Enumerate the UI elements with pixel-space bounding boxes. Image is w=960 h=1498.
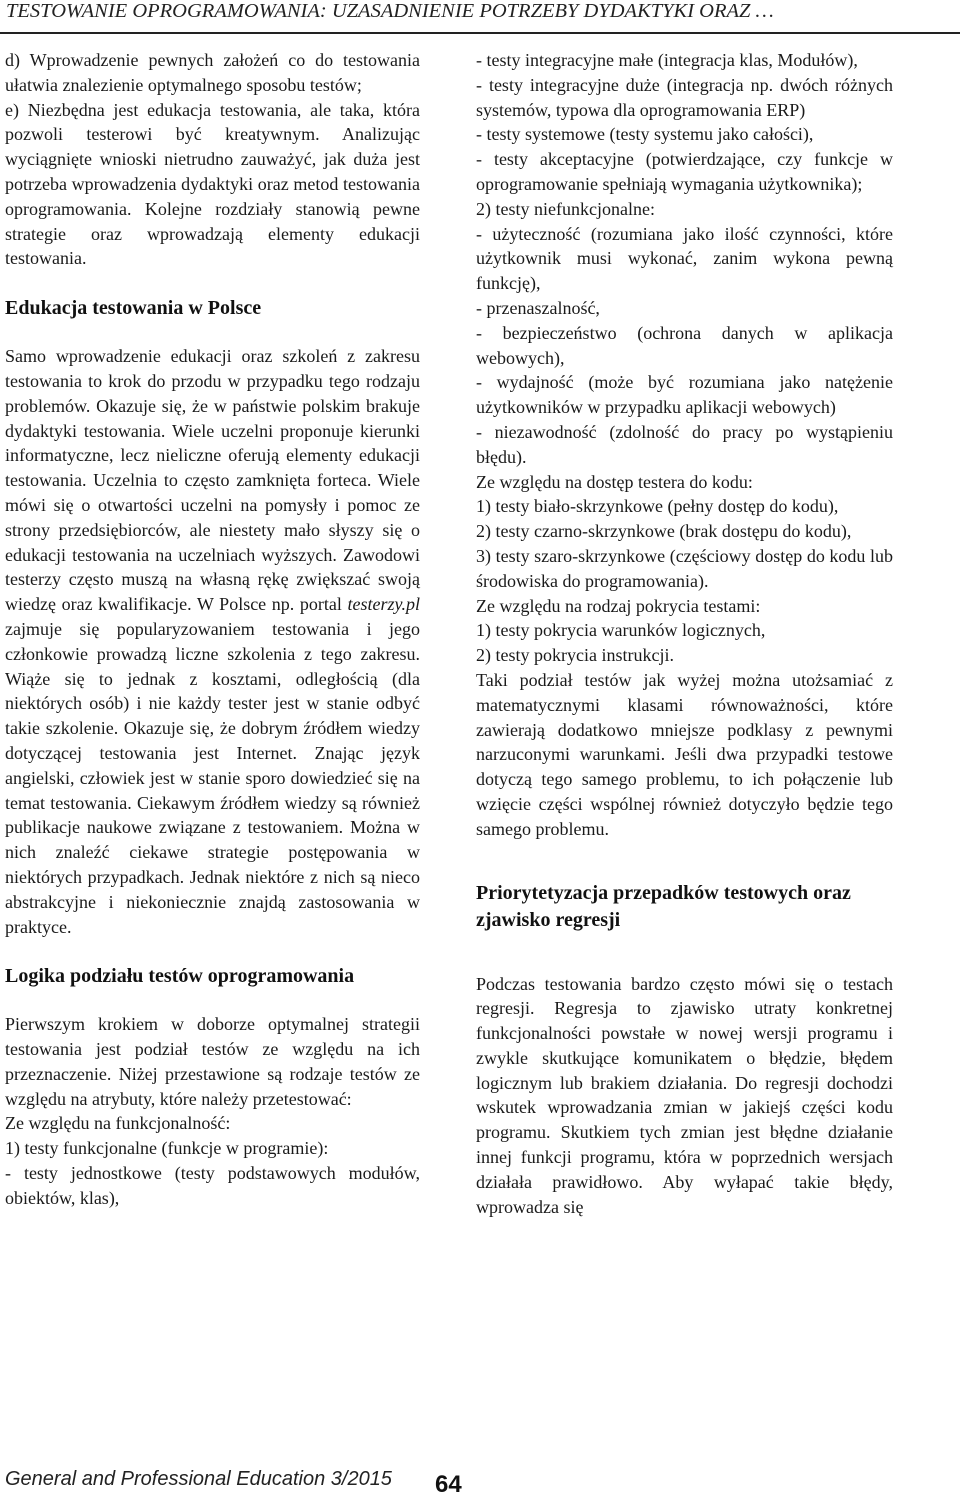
- education-paragraph: [5, 344, 420, 939]
- regression-paragraph: Podczas testowania bardzo często mówi się o testach regresji. Regresja to zjawisko utraty konkretnej funkcjonalności powstałe w nowej wersji programu i zwykle skutkujące komunikatem o błędzie, błędem logicznym lub brakiem działania. Do regresji dochodzi wskutek wprowadzania zmian w jakiejś części kodu programu. Skutkiem tych zmian jest błędne działanie innej funkcji programu, która w poprzednich wersjach działała prawidłowo. Aby wyłapać takie błędy, wprowadza się: [476, 973, 893, 1217]
- logic-paragraph: Pierwszym krokiem w doborze optymalnej strategii testowania jest podział testów ze względu na ich przeznaczenie. Niżej przestawione są rodzaje testów ze względu na atrybuty, które należy przetestować: Ze względu na funkcjonalność: 1) testy funkcjonalne (funkcje w programie): - testy jednostkowe (testy podstawowych modułów, obiektów, klas),: [5, 1014, 420, 1208]
- test-types-list: - testy integracyjne małe (integracja klas, Modułów), - testy integracyjne duże (integracja np. dwóch różnych systemów, typowa dla oprogramowania ERP) - testy systemowe (testy systemu jako całości), - testy akceptacyjne (potwierdzające, czy funkcje w oprogramowanie spełniają wymagania użytkownika); 2) testy niefunkcjonalne: - użyteczność (rozumiana jako ilość czynności, które użytkownik musi wykonać, zanim wykona pewną funkcję), - przenaszalność, - bezpieczeństwo (ochrona danych w aplikacja webowych), - wydajność (może być rozumiana jako natężenie użytkowników w przypadku aplikacji webowych) - niezawodność (zdolność do pracy po wystąpieniu błędu). Ze względu na dostęp testera do kodu: 1) testy biało-skrzynkowe (pełny dostęp do kodu), 2) testy czarno-skrzynkowe (brak dostępu do kodu), 3) testy szaro-skrzynkowe (częściowy dostęp do kodu lub środowiska do programowania). Ze względu na rodzaj pokrycia testami: 1) testy pokrycia warunków logicznych, 2) testy pokrycia instrukcji. Taki podział testów jak wyżej można utożsamiać z matematycznymi klasami równoważności, które zawierają dodatkowo mniejsze podklasy z pewnymi narzuconymi warunkami. Jeśli dwa przypadki testowe dotyczą tego samego problemu, to ich połączenie lub wzięcie części wspólnej również dotyczyło będzie tego samego problemu.: [476, 50, 893, 839]
- education-text-part2: zajmuje się popularyzowaniem testowania i jego członkowie prowadzą liczne szkolenia z tego zakresu. Wiąże się to jednak z kosztami, odległością (dla niektórych osób) i nie każdy tester jest w stanie odbyć takie szkolenie. Okazuje się, że dobrym źródłem wiedzy dotyczącej testowania jest Internet. Znając język angielski, człowiek jest w stanie sporo dowiedzieć się na temat testowania. Ciekawym źródłem wiedzy są również publikacje naukowe związane z testowaniem. Można w nich znaleźć ciekawe strategie postępowania w niektórych przypadkach. Jednak niektóre z nich są nieco abstrakcyjne i niekoniecznie znajdą zastosowania w praktyce.: [5, 618, 420, 937]
- footer-journal-name: General and Professional Education 3/2015: [5, 1468, 392, 1490]
- right-column: [476, 48, 893, 1219]
- left-column: [5, 48, 420, 1211]
- header-rule: [0, 32, 960, 34]
- heading-education-in-poland: Edukacja testowania w Polsce: [5, 297, 262, 320]
- intro-paragraph: d) Wprowadzenie pewnych założeń co do testowania ułatwia znalezienie optymalnego sposobu testów; e) Niezbędna jest edukacja testowania, ale taka, która pozwoli testerowi być kreatywnym. Analizując wyciągnięte wnioski nietrudno zauważyć, jak duża jest potrzeba wprowadzenia dydaktyki oraz metod testowania oprogramowania. Kolejne rozdziały stanowią pewne strategie oraz wprowadzają elementy edukacji testowania.: [5, 50, 420, 269]
- portal-name: testerzy.pl: [347, 594, 420, 615]
- heading-prioritization: Priorytetyzacja przepadków testowych oraz zjawisko regresji: [476, 881, 851, 931]
- running-head-title: TESTOWANIE OPROGRAMOWANIA: UZASADNIENIE POTRZEBY DYDAKTYKI ORAZ …: [6, 0, 774, 22]
- footer-page-number: 64: [435, 1471, 462, 1498]
- heading-test-logic: Logika podziału testów oprogramowania: [5, 965, 355, 988]
- education-text-part1: Samo wprowadzenie edukacji oraz szkoleń z zakresu testowania to krok do przodu w przypadku tego rodzaju problemów. Okazuje się, że w państwie polskim brakuje dydaktyki testowania. Wiele uczelni proponuje kierunki informatyczne, lecz nieliczne oferują elementy edukacji testowania. Uczelnia to często zamknięta forteca. Wiele mówi się o otwartości uczelni na pomysły i pomoc ze strony przedsiębiorców, ale niestety mało słyszy się o edukacji testowania na uczelniach wyższych. Zawodowi testerzy często muszą na własną rękę zwiększać swoją wiedzę oraz kwalifikacje. W Polsce np. portal: [5, 346, 420, 615]
